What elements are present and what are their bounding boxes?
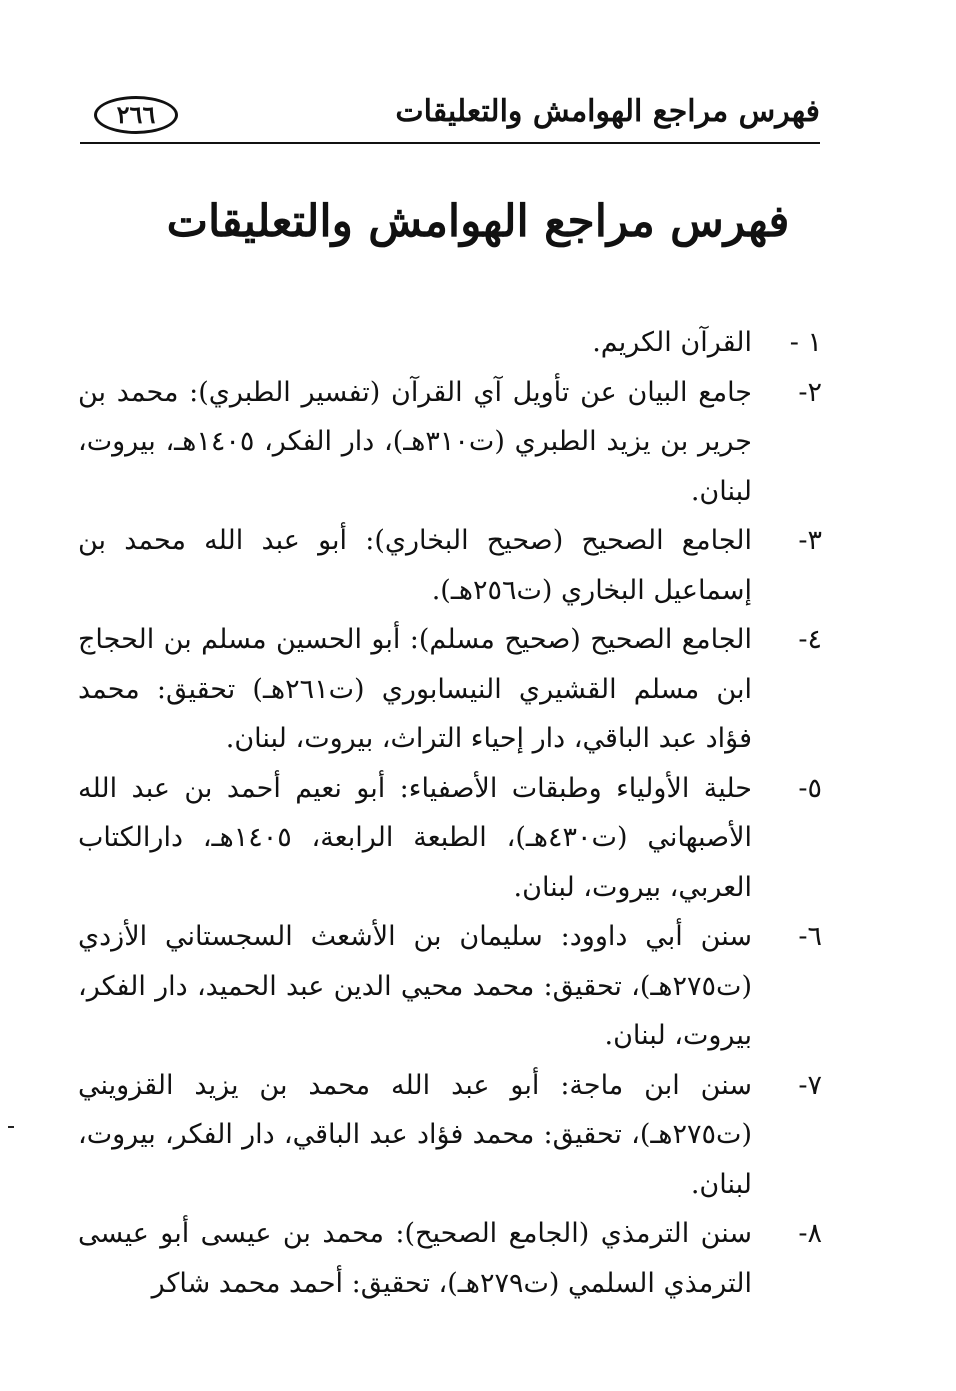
reference-number: ٦- <box>798 921 822 952</box>
reference-number: ٥- <box>798 772 822 804</box>
header-divider <box>80 142 820 144</box>
reference-item <box>78 764 822 913</box>
page-number-badge: ٢٦٦ <box>94 96 178 134</box>
scan-mark <box>8 1126 14 1128</box>
reference-list <box>78 318 822 1308</box>
reference-text: سنن أبي داوود: سليمان بن الأشعث السجستاني الأزدي (ت٢٧٥هـ)، تحقيق: محمد محيي الدين عبد الحميد، دار الفكر، بيروت، لبنان. <box>78 921 752 1051</box>
reference-item <box>78 912 822 1061</box>
reference-item <box>78 516 822 615</box>
reference-text: سنن ابن ماجة: أبو عبد الله محمد بن يزيد القزويني (ت٢٧٥هـ)، تحقيق: محمد فؤاد عبد الباقي، دار الفكر، بيروت، لبنان. <box>78 1069 752 1200</box>
reference-item <box>78 1061 822 1210</box>
reference-number: ٨- <box>798 1218 822 1249</box>
page-title: فهرس مراجع الهوامش والتعليقات <box>166 196 790 247</box>
reference-text: حلية الأولياء وطبقات الأصفياء: أبو نعيم أحمد بن عبد الله الأصبهاني (ت٤٣٠هـ)، الطبعة الرابعة، ١٤٠٥هـ، دارالكتاب العربي، بيروت، لبنان. <box>78 772 752 903</box>
reference-number: ٧- <box>798 1069 822 1101</box>
reference-item <box>78 318 822 368</box>
reference-item <box>78 615 822 764</box>
reference-text: الجامع الصحيح (صحيح مسلم): أبو الحسين مسلم بن الحجاج ابن مسلم القشيري النيسابوري (ت٢٦١هـ) تحقيق: محمد فؤاد عبد الباقي، دار إحياء التراث، بيروت، لبنان. <box>78 624 752 754</box>
reference-number: ٣- <box>798 525 822 556</box>
reference-text: الجامع الصحيح (صحيح البخاري): أبو عبد الله محمد بن إسماعيل البخاري (ت٢٥٦هـ). <box>78 525 752 606</box>
reference-item <box>78 368 822 517</box>
reference-number: ٢- <box>798 376 822 408</box>
reference-text: القرآن الكريم. <box>592 327 752 358</box>
reference-item <box>78 1209 822 1308</box>
running-header <box>80 92 820 150</box>
reference-number: ٤- <box>798 624 822 655</box>
reference-number: ١ - <box>789 327 822 358</box>
running-title: فهرس مراجع الهوامش والتعليقات <box>395 94 820 129</box>
reference-text: جامع البيان عن تأويل آي القرآن (تفسير الطبري): محمد بن جرير بن يزيد الطبري (ت٣١٠هـ)، دار الفكر، ١٤٠٥هـ، بيروت، لبنان. <box>78 376 752 507</box>
reference-text: سنن الترمذي (الجامع الصحيح): محمد بن عيسى أبو عيسى الترمذي السلمي (ت٢٧٩هـ)، تحقيق: أحمد محمد شاكر <box>78 1218 752 1299</box>
